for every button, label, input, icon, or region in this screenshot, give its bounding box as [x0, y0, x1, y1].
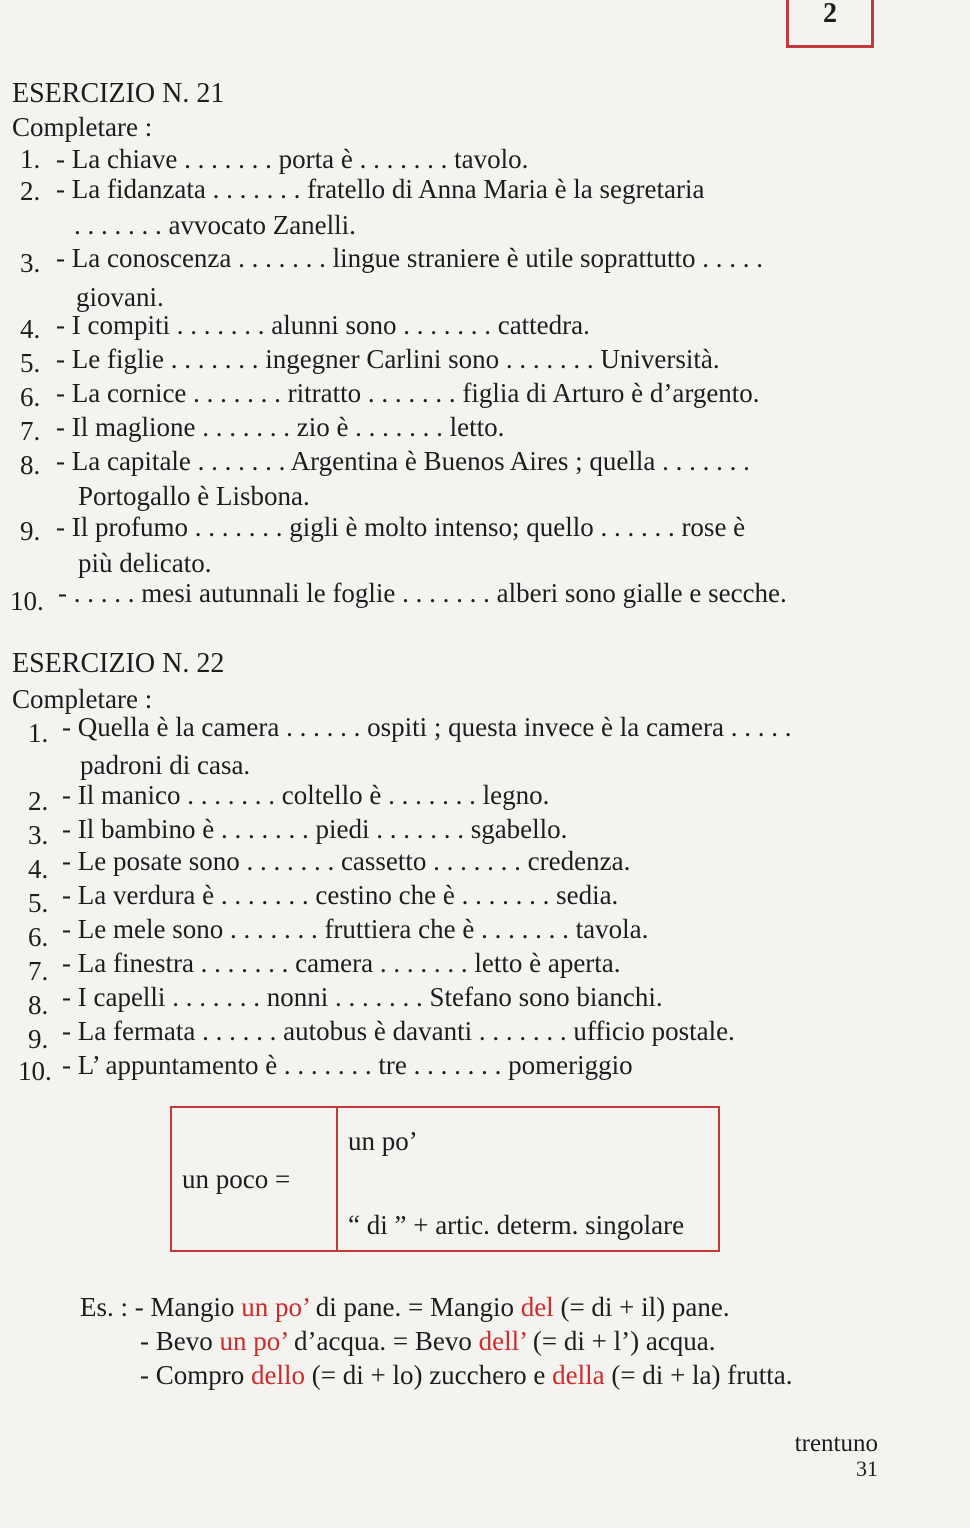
- rule-option-2: “ di ” + artic. determ. singolare: [348, 1210, 685, 1240]
- exercise-line: - Le figlie . . . . . . . ingegner Carlini sono . . . . . . . Università.: [56, 344, 720, 374]
- exercise-line: - La chiave . . . . . . . porta è . . . . . . . tavolo.: [56, 144, 529, 174]
- highlight-article: del: [520, 1292, 554, 1322]
- item-number: 5.: [20, 348, 41, 378]
- highlight-phrase: un po’: [219, 1326, 288, 1356]
- exercise-22-title: ESERCIZIO N. 22: [12, 648, 225, 679]
- exercise-line: più delicato.: [78, 548, 212, 578]
- exercise-line: - Il profumo . . . . . . . gigli è molto intenso; quello . . . . . . rose è: [56, 512, 746, 542]
- item-number: 9.: [20, 516, 41, 546]
- exercise-line: - La capitale . . . . . . . Argentina è Buenos Aires ; quella . . . . . . .: [56, 446, 750, 476]
- item-number: 5.: [28, 888, 49, 918]
- item-number: 4.: [20, 314, 41, 344]
- exercise-line: - L’ appuntamento è . . . . . . . tre . . . . . . . pomeriggio: [62, 1050, 633, 1080]
- item-number: 7.: [28, 956, 49, 986]
- highlight-article: dell’: [478, 1326, 527, 1356]
- exercise-line: - Il maglione . . . . . . . zio è . . . . . . . letto.: [56, 412, 505, 442]
- exercise-line: . . . . . . . avvocato Zanelli.: [74, 210, 356, 240]
- exercise-line: giovani.: [76, 282, 164, 312]
- page-number: 31: [856, 1456, 878, 1481]
- item-number: 3.: [20, 248, 41, 278]
- example-line-1: Es. : - Mangio un po’ di pane. = Mangio del (= di + il) pane.: [80, 1292, 730, 1322]
- item-number: 8.: [28, 990, 49, 1020]
- exercise-line: - La fidanzata . . . . . . . fratello di Anna Maria è la segretaria: [56, 174, 705, 204]
- exercise-line: - . . . . . mesi autunnali le foglie . . . . . . . alberi sono gialle e secche.: [58, 578, 787, 608]
- highlight-article: dello: [251, 1360, 305, 1390]
- exercise-line: - La cornice . . . . . . . ritratto . . . . . . . figlia di Arturo è d’argento.: [56, 378, 760, 408]
- item-number: 10.: [18, 1056, 52, 1086]
- item-number: 7.: [20, 416, 41, 446]
- exercise-line: - Il bambino è . . . . . . . piedi . . . . . . . sgabello.: [62, 814, 568, 844]
- chapter-number-box: [786, 0, 874, 48]
- example-line-2: - Bevo un po’ d’acqua. = Bevo dell’ (= di + l’) acqua.: [140, 1326, 716, 1356]
- item-number: 9.: [28, 1024, 49, 1054]
- exercise-line: - Le posate sono . . . . . . . cassetto . . . . . . . credenza.: [62, 846, 631, 876]
- highlight-phrase: un po’: [241, 1292, 309, 1322]
- rule-option-1: un po’: [348, 1126, 418, 1156]
- item-number: 3.: [28, 820, 49, 850]
- exercise-line: Portogallo è Lisbona.: [78, 481, 310, 511]
- exercise-line: - Il manico . . . . . . . coltello è . . . . . . . legno.: [62, 780, 550, 810]
- item-number: 2.: [28, 786, 49, 816]
- chapter-number: 2: [823, 0, 837, 29]
- item-number: 2.: [20, 176, 41, 206]
- exercise-line: - La verdura è . . . . . . . cestino che è . . . . . . . sedia.: [62, 880, 619, 910]
- rule-right-cell: [338, 1108, 718, 1250]
- example-line-3: - Compro dello (= di + lo) zucchero e della (= di + la) frutta.: [140, 1360, 793, 1390]
- exercise-line: - La finestra . . . . . . . camera . . . . . . . letto è aperta.: [62, 948, 621, 978]
- exercise-21-title: ESERCIZIO N. 21: [12, 78, 225, 109]
- exercise-line: - I capelli . . . . . . . nonni . . . . . . . Stefano sono bianchi.: [62, 982, 663, 1012]
- item-number: 10.: [10, 586, 44, 616]
- exercise-22-instruction: Completare :: [12, 684, 153, 714]
- item-number: 1.: [28, 718, 49, 748]
- exercise-line: padroni di casa.: [80, 750, 251, 780]
- highlight-article: della: [552, 1360, 605, 1390]
- item-number: 6.: [28, 922, 49, 952]
- exercise-21-instruction: Completare :: [12, 112, 153, 142]
- exercise-line: - La conoscenza . . . . . . . lingue straniere è utile soprattutto . . . . .: [56, 243, 764, 273]
- grammar-rule-box: [170, 1106, 720, 1252]
- item-number: 6.: [20, 382, 41, 412]
- item-number: 8.: [20, 450, 41, 480]
- item-number: 4.: [28, 854, 49, 884]
- item-number: 1.: [20, 144, 41, 174]
- page-number-word: trentuno: [794, 1430, 878, 1457]
- rule-left-cell: [172, 1108, 338, 1250]
- rule-term: un poco =: [182, 1163, 291, 1194]
- example-prefix: Es. :: [80, 1292, 135, 1322]
- exercise-line: - I compiti . . . . . . . alunni sono . . . . . . . cattedra.: [56, 310, 590, 340]
- exercise-line: - La fermata . . . . . . autobus è davanti . . . . . . . ufficio postale.: [62, 1016, 735, 1046]
- exercise-line: - Le mele sono . . . . . . . fruttiera che è . . . . . . . tavola.: [62, 914, 649, 944]
- exercise-line: - Quella è la camera . . . . . . ospiti ; questa invece è la camera . . . . .: [62, 712, 792, 742]
